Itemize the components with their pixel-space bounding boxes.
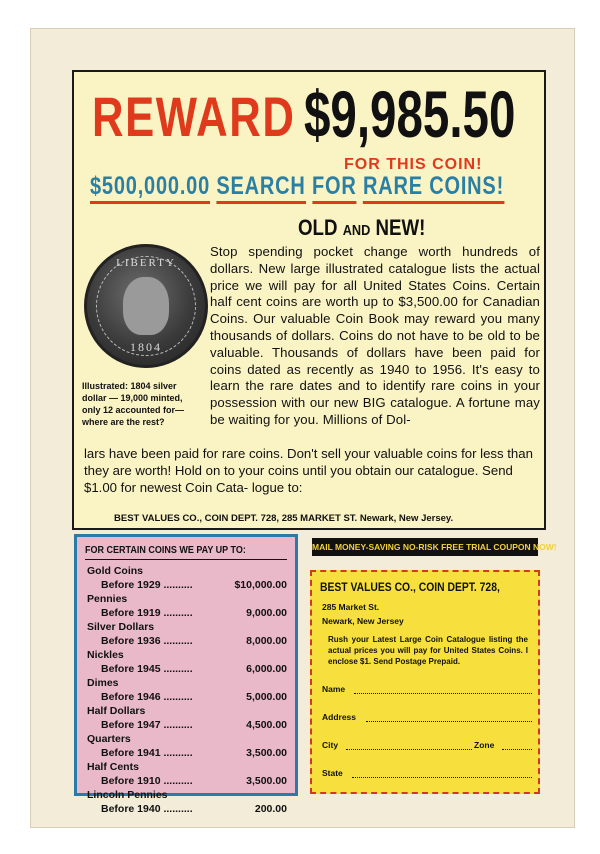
price-category: Dimes xyxy=(87,677,119,689)
price-row-amount: 9,000.00 xyxy=(246,607,287,619)
state-field[interactable] xyxy=(322,768,532,780)
search-headline xyxy=(90,172,505,201)
price-row-amount: 8,000.00 xyxy=(246,635,287,647)
price-row-label: Before 1946 .......... xyxy=(101,691,193,703)
price-row-label: Before 1929 .......... xyxy=(101,579,193,591)
coupon-address-line-1: 285 Market St. xyxy=(322,602,380,612)
ad-body-text: Stop spending pocket change worth hundreds of dollars. New large illustrated catalogue lists the actual price we will pay for all United States Coins. Certain half cent coins are worth up to $3,500.00 for Canadian Coins. Our valuable Coin Book may reward you many thousands of dollars. Coins do not have to be old to be valuable. Thousands of dollars have been paid for coins dated as recently as 1940 to 1956. It's easy to learn the rare dates and to identify rare coins in your possession with our new BIG catalogue. A fortune may be waiting for you. Millions of Dol- xyxy=(210,244,540,427)
zone-label: Zone xyxy=(474,740,495,750)
price-row-label: Before 1941 .......... xyxy=(101,747,193,759)
search-amount: $500,000.00 xyxy=(90,172,210,204)
coupon-header: BEST VALUES CO., COIN DEPT. 728, xyxy=(320,582,500,594)
price-row xyxy=(87,635,287,649)
price-row xyxy=(87,775,287,789)
price-row-label: Before 1945 .......... xyxy=(101,663,193,675)
state-label: State xyxy=(322,768,343,778)
old-word: OLD xyxy=(298,215,338,240)
zone-line[interactable] xyxy=(502,749,532,750)
coin-year: 1804 xyxy=(130,340,162,354)
address-label: Address xyxy=(322,712,357,722)
silver-dollar-coin-image xyxy=(84,244,208,368)
order-coupon[interactable] xyxy=(310,570,540,794)
price-row xyxy=(87,607,287,621)
price-row xyxy=(87,803,287,817)
coupon-text: Rush your Latest Large Coin Catalogue listing the actual prices you will pay for United States Coins. I enclose $1. Send Postage Prepaid. xyxy=(328,635,528,666)
header-divider xyxy=(85,559,287,560)
reward-price: $9,985.50 xyxy=(304,77,516,151)
for-this-coin-text: FOR THIS COIN! xyxy=(344,156,483,173)
price-list-box xyxy=(74,534,298,815)
price-category: Pennies xyxy=(87,593,128,605)
name-field[interactable] xyxy=(322,684,532,696)
coupon-banner: MAIL MONEY-SAVING NO-RISK FREE TRIAL COUPON NOW! xyxy=(312,538,538,556)
company-address: BEST VALUES CO., COIN DEPT. 728, 285 MARKET ST. Newark, New Jersey. xyxy=(114,513,454,524)
liberty-bust xyxy=(123,277,169,335)
price-row-label: Before 1947 .......... xyxy=(101,719,193,731)
price-row-label: Before 1940 .......... xyxy=(101,803,193,815)
price-category: Lincoln Pennies xyxy=(87,789,168,801)
price-row xyxy=(87,663,287,677)
state-line[interactable] xyxy=(352,777,532,778)
price-row-amount: 6,000.00 xyxy=(246,663,287,675)
coin-ad-panel xyxy=(72,70,546,530)
price-row-amount: 5,000.00 xyxy=(246,691,287,703)
address-field[interactable] xyxy=(322,712,532,724)
ad-body-text-continued: lars have been paid for rare coins. Don't sell your valuable coins for less than they are worth! Hold on to your coins until you obtain our catalogue. Send $1.00 for newest Coin Cata- logue to: xyxy=(84,446,533,495)
price-row-label: Before 1910 .......... xyxy=(101,775,193,787)
for-word: FOR xyxy=(312,172,357,204)
city-zone-field[interactable] xyxy=(322,740,532,752)
city-line[interactable] xyxy=(346,749,472,750)
price-category: Half Dollars xyxy=(87,705,146,717)
price-category: Half Cents xyxy=(87,761,139,773)
rare-coins-word: RARE COINS! xyxy=(363,172,504,204)
search-word: SEARCH xyxy=(216,172,305,204)
city-label: City xyxy=(322,740,339,750)
price-row xyxy=(87,719,287,733)
price-list-header: FOR CERTAIN COINS WE PAY UP TO: xyxy=(85,545,246,556)
price-row-label: Before 1936 .......... xyxy=(101,635,193,647)
price-row-amount: 3,500.00 xyxy=(246,775,287,787)
price-row xyxy=(87,691,287,705)
old-and-new-heading xyxy=(298,215,425,241)
price-row xyxy=(87,579,287,593)
name-label: Name xyxy=(322,684,346,694)
price-row xyxy=(87,747,287,761)
price-row-amount: 3,500.00 xyxy=(246,747,287,759)
address-line[interactable] xyxy=(366,721,532,722)
price-row-amount: 200.00 xyxy=(254,803,287,815)
name-line[interactable] xyxy=(354,693,532,694)
price-category: Gold Coins xyxy=(87,565,143,577)
price-table xyxy=(87,565,287,817)
price-row-label: Before 1919 .......... xyxy=(101,607,193,619)
price-category: Silver Dollars xyxy=(87,621,155,633)
reward-heading: REWARD xyxy=(92,85,296,148)
price-row-amount: $10,000.00 xyxy=(234,579,287,591)
coin-caption: Illustrated: 1804 silver dollar — 19,000 minted, only 12 accounted for— where are the rest? xyxy=(82,381,185,427)
coin-legend: LIBERTY xyxy=(116,257,176,269)
price-category: Quarters xyxy=(87,733,131,745)
price-row-amount: 4,500.00 xyxy=(246,719,287,731)
coupon-address-line-2: Newark, New Jersey xyxy=(322,616,404,626)
price-category: Nickles xyxy=(87,649,124,661)
new-word: NEW! xyxy=(375,215,426,240)
and-word: AND xyxy=(342,222,371,239)
